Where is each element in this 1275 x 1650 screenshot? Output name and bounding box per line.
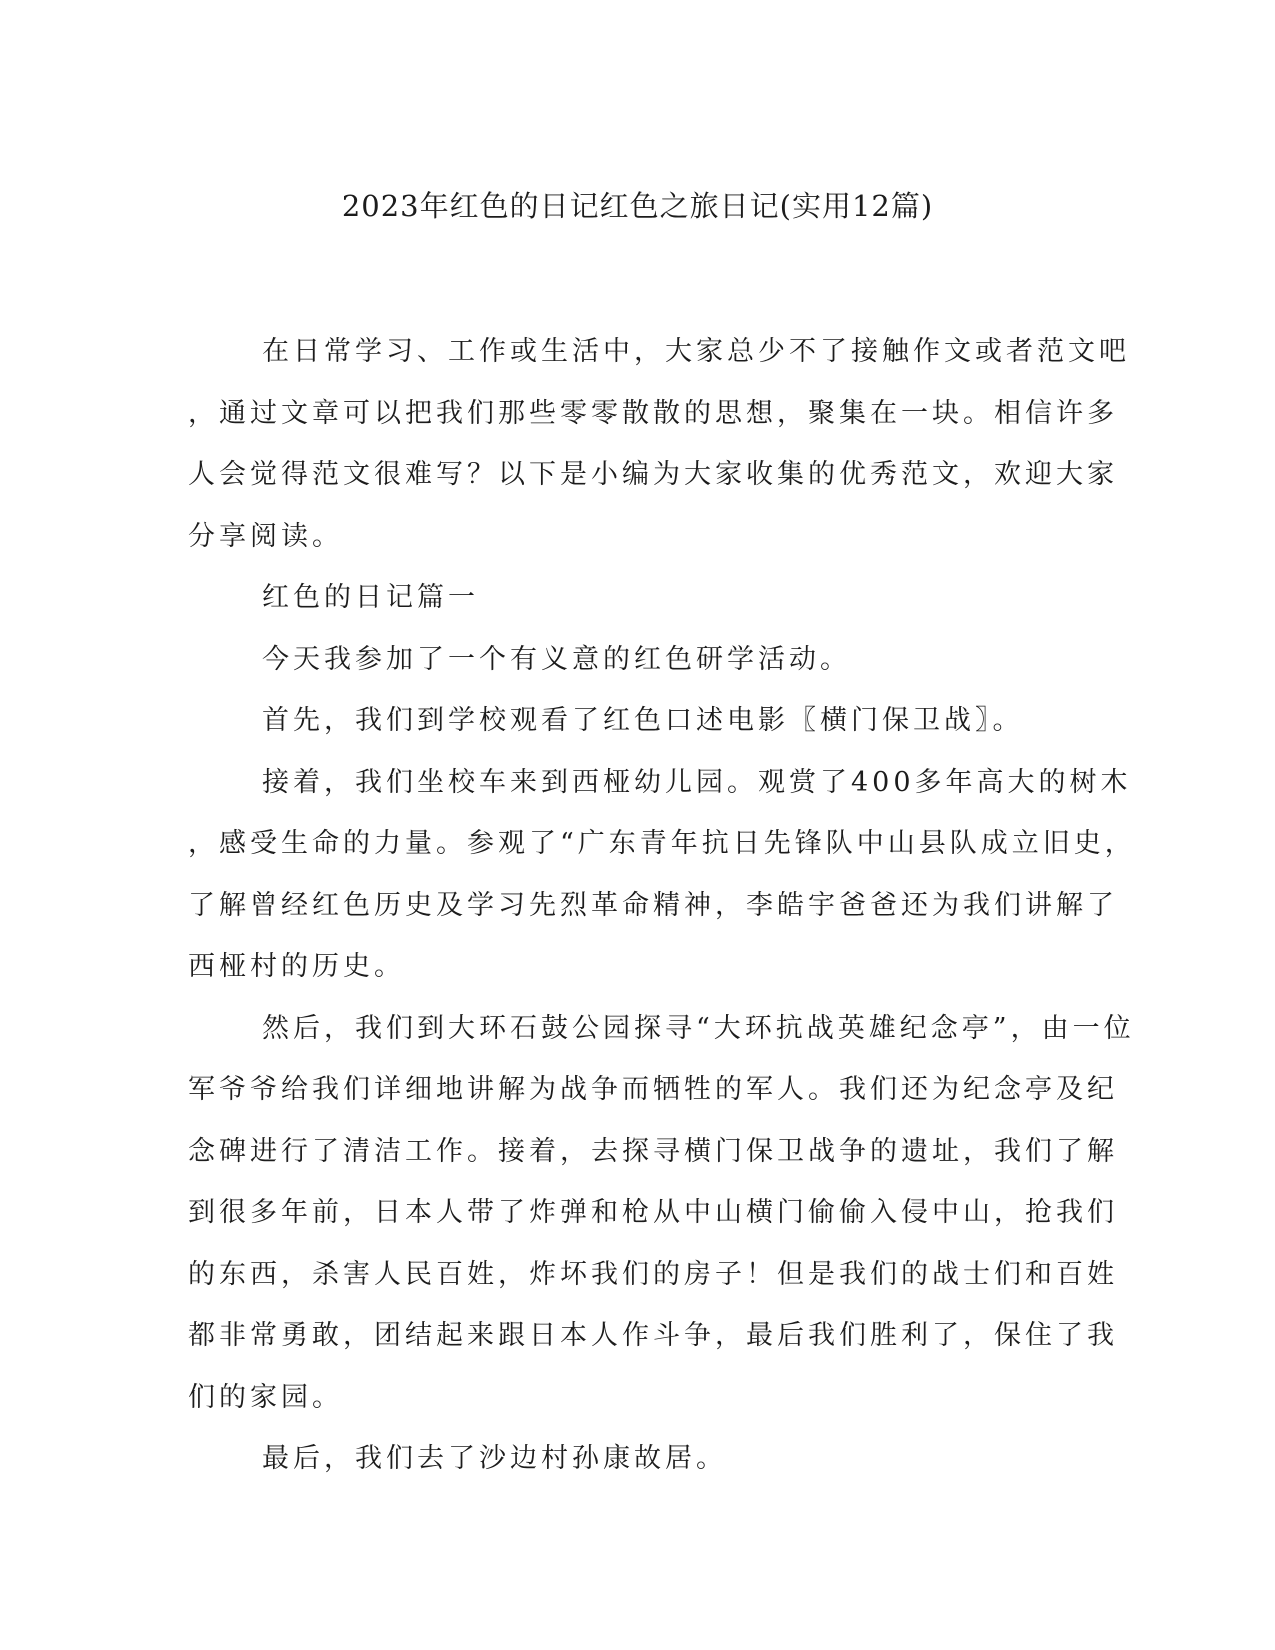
document-body bbox=[188, 321, 1136, 1490]
section-heading: 红色的日记篇一 bbox=[262, 582, 479, 613]
paragraph-line: 首先，我们到学校观看了红色口述电影〖横门保卫战〗。 bbox=[262, 705, 1024, 736]
paragraph-line: 念碑进行了清洁工作。接着，去探寻横门保卫战争的遗址，我们了解 bbox=[188, 1135, 1118, 1167]
paragraph-line: 到很多年前，日本人带了炸弹和枪从中山横门偷偷入侵中山，抢我们 bbox=[188, 1197, 1118, 1228]
paragraph-line: ，通过文章可以把我们那些零零散散的思想，聚集在一块。相信许多 bbox=[188, 397, 1118, 429]
paragraph-line: 今天我参加了一个有义意的红色研学活动。 bbox=[262, 643, 851, 675]
paragraph-line: 接着，我们坐校车来到西桠幼儿园。观赏了400多年高大的树木 bbox=[262, 766, 1132, 798]
paragraph-line: 了解曾经红色历史及学习先烈革命精神，李皓宇爸爸还为我们讲解了 bbox=[188, 889, 1118, 921]
paragraph-line: 的东西，杀害人民百姓，炸坏我们的房子！但是我们的战士们和百姓 bbox=[188, 1258, 1118, 1290]
paragraph-line: 军爷爷给我们详细地讲解为战争而牺牲的军人。我们还为纪念亭及纪 bbox=[188, 1074, 1118, 1105]
paragraph-line: 西桠村的历史。 bbox=[188, 951, 405, 982]
document-title: 2023年红色的日记红色之旅日记(实用12篇) bbox=[341, 189, 934, 223]
paragraph-line: 分享阅读。 bbox=[188, 520, 343, 552]
paragraph-line: ，感受生命的力量。参观了“广东青年抗日先锋队中山县队成立旧史， bbox=[188, 828, 1136, 859]
paragraph-line: 都非常勇敢，团结起来跟日本人作斗争，最后我们胜利了，保住了我 bbox=[188, 1320, 1118, 1351]
paragraph-line: 人会觉得范文很难写？以下是小编为大家收集的优秀范文，欢迎大家 bbox=[188, 459, 1118, 490]
paragraph-line: 在日常学习、工作或生活中，大家总少不了接触作文或者范文吧 bbox=[262, 336, 1130, 367]
paragraph-line: 最后，我们去了沙边村孙康故居。 bbox=[262, 1443, 727, 1474]
paragraph-line: 然后，我们到大环石鼓公园探寻“大环抗战英雄纪念亭”，由一位 bbox=[262, 1012, 1135, 1044]
paragraph-line: 们的家园。 bbox=[188, 1381, 343, 1413]
